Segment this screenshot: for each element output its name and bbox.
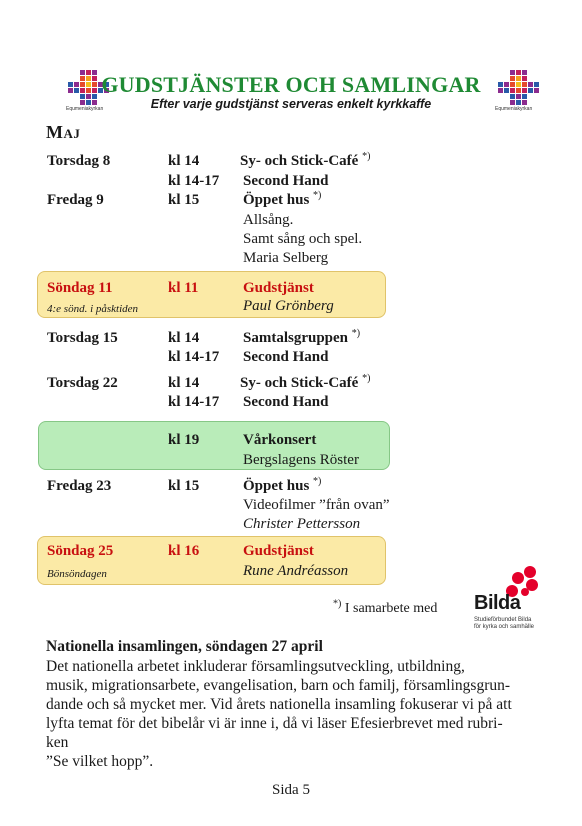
footnote-marker: *) <box>351 328 361 339</box>
event-time: kl 19 <box>168 432 200 448</box>
page-subtitle: Efter varje gudstjänst serveras enkelt kyrkkaffe <box>150 97 432 111</box>
month-heading <box>46 122 80 143</box>
page-title: GUDSTJÄNSTER OCH SAMLINGAR <box>101 72 481 97</box>
event-day: Torsdag 15 <box>47 330 118 346</box>
event-note: 4:e sönd. i påsktiden <box>47 303 139 315</box>
event-leader: Maria Selberg <box>243 250 329 266</box>
event-time: kl 11 <box>168 280 199 296</box>
event-time: kl 14 <box>168 375 200 391</box>
footnote-marker: *) <box>362 151 371 162</box>
event-time: kl 15 <box>168 478 200 494</box>
event-leader: Paul Grönberg <box>243 298 334 314</box>
event-time: kl 15 <box>168 192 200 208</box>
page-number: Sida 5 <box>272 782 310 798</box>
event-activity <box>240 152 370 170</box>
event-day: Söndag 25 <box>47 543 114 559</box>
event-activity-label: Sy- och Stick-Café <box>240 375 359 391</box>
event-activity-label: Öppet hus <box>243 192 310 208</box>
article-line: ”Se vilket hopp”. <box>46 753 154 770</box>
event-activity <box>240 374 370 392</box>
event-activity-label: Öppet hus <box>243 478 310 494</box>
footnote-marker: *) <box>313 190 322 201</box>
bilda-tagline <box>474 617 534 631</box>
event-activity: Vårkonsert <box>243 432 317 448</box>
event-activity: Gudstjänst <box>243 543 314 559</box>
event-activity <box>243 191 321 209</box>
article-line: lyfta temat för det bibelår vi är inne i, då vi läser Efesierbrevet med rubri- <box>46 715 503 732</box>
event-day: Söndag 11 <box>47 280 113 296</box>
article-line: ken <box>46 734 69 751</box>
event-time: kl 14-17 <box>168 394 220 410</box>
event-time: kl 14-17 <box>168 349 220 365</box>
article-line: dande och så mycket mer. Vid årets nationella insamling fokuserar vi på att <box>46 696 512 713</box>
event-activity: Second Hand <box>243 173 329 189</box>
bilda-tagline-2: för kyrka och samhälle <box>474 624 535 630</box>
logo-caption: Equmeniakyrkan <box>66 106 104 112</box>
event-day: Torsdag 22 <box>47 375 118 391</box>
event-detail: Allsång. <box>243 212 294 228</box>
event-activity-label: Samtalsgruppen <box>243 330 349 346</box>
event-activity: Gudstjänst <box>243 280 314 296</box>
event-activity: Second Hand <box>243 349 329 365</box>
event-activity <box>243 329 360 347</box>
event-time: kl 14-17 <box>168 173 220 189</box>
event-leader: Rune Andréasson <box>243 563 349 579</box>
event-performer: Bergslagens Röster <box>243 452 359 468</box>
event-time: kl 14 <box>168 153 200 169</box>
footnote-marker: *) <box>362 373 371 384</box>
article-line: Det nationella arbetet inkluderar församlingsutveckling, utbildning, <box>46 658 465 675</box>
article-heading: Nationella insamlingen, söndagen 27 april <box>46 638 323 655</box>
event-note: Bönsöndagen <box>47 568 107 580</box>
event-day: Torsdag 8 <box>47 153 111 169</box>
event-day: Fredag 23 <box>47 478 112 494</box>
article-body <box>46 657 546 771</box>
event-day: Fredag 9 <box>47 192 104 208</box>
footnote-marker: *) <box>313 476 322 487</box>
footnote <box>333 600 437 618</box>
event-activity <box>243 477 321 495</box>
bilda-name: Bilda <box>474 592 521 614</box>
event-activity-label: Sy- och Stick-Café <box>240 153 359 169</box>
event-time: kl 16 <box>168 543 200 559</box>
article-line: musik, migrationsarbete, evangelisation, barn och familj, församlingsgrun- <box>46 677 511 694</box>
footnote-text: I samarbete med <box>344 601 438 616</box>
event-detail: Videofilmer ”från ovan” <box>243 497 390 513</box>
event-time: kl 14 <box>168 330 200 346</box>
footnote-marker: *) <box>333 598 342 610</box>
month-rest: AJ <box>63 126 81 141</box>
event-leader: Christer Pettersson <box>243 516 361 532</box>
event-activity: Second Hand <box>243 394 329 410</box>
bilda-tagline-1: Studieförbundet Bilda <box>474 617 532 623</box>
event-detail: Samt sång och spel. <box>243 231 363 247</box>
logo-caption: Equmeniakyrkan <box>495 106 533 112</box>
month-initial: M <box>46 122 64 142</box>
